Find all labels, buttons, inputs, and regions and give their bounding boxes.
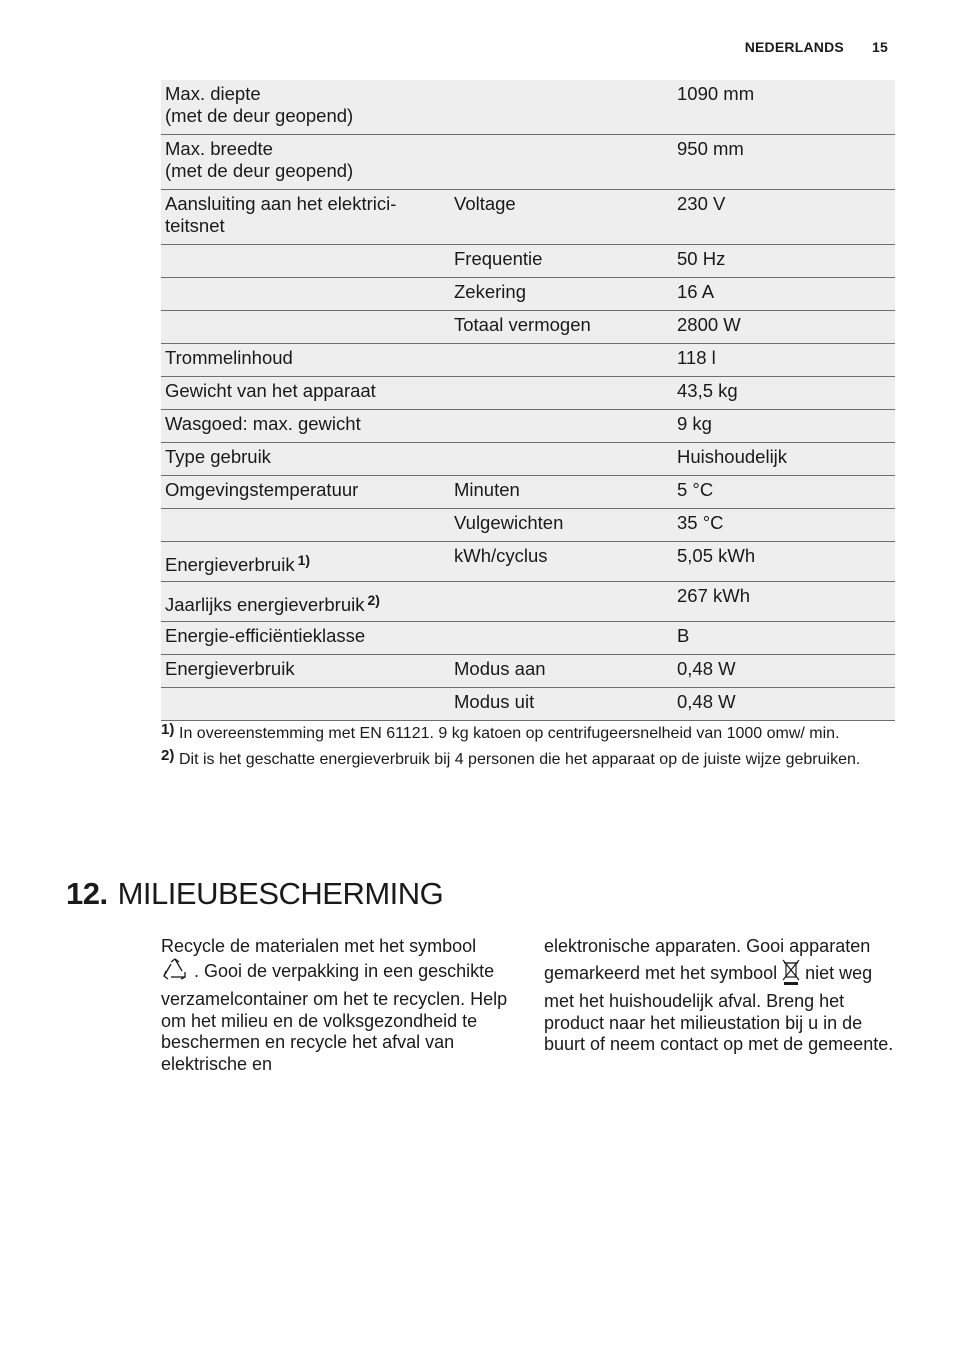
spec-value: 950 mm: [673, 135, 895, 190]
footnote-2: 2) Dit is het geschatte energieverbruik bij 4 personen die het apparaat op de juiste wijze gebruiken.: [161, 747, 861, 768]
spec-value: 35 °C: [673, 509, 895, 542]
spec-label: Trommelinhoud: [161, 344, 450, 377]
spec-label: Jaarlijks energieverbruik $^{2)}$: [161, 582, 450, 622]
section-heading: [66, 876, 443, 912]
spec-sublabel: Vulgewichten: [450, 509, 673, 542]
spec-sublabel: Modus aan: [450, 655, 673, 688]
spec-label: Omgevingstemperatuur: [161, 476, 450, 509]
table-row: [161, 80, 895, 135]
spec-value: 9 kg: [673, 410, 895, 443]
spec-value: 43,5 kg: [673, 377, 895, 410]
footnotes: [161, 721, 895, 776]
crossed-bin-icon: [782, 958, 800, 992]
spec-sublabel: Totaal vermogen: [450, 311, 673, 344]
table-row: [161, 190, 895, 245]
spec-value: 0,48 W: [673, 655, 895, 688]
table-row: [161, 245, 895, 278]
spec-sublabel: [450, 135, 673, 190]
table-row: [161, 443, 895, 476]
spec-label: Max. diepte (met de deur geopend): [161, 80, 450, 135]
spec-sublabel: [450, 582, 673, 622]
spec-label: Aansluiting aan het elektrici- teitsnet: [161, 190, 450, 245]
table-row: [161, 476, 895, 509]
spec-label: [161, 278, 450, 311]
spec-sublabel: [450, 377, 673, 410]
spec-value: Huishoudelijk: [673, 443, 895, 476]
body-column-right: elektronische apparaten. Gooi apparaten gemarkeerd met het symbool niet weg met het huishoudelijk afval. Breng het product naar het milieustation bij u in de buurt of neem contact op met de gemeente.: [544, 936, 894, 1054]
spec-label: Energie-efficiëntieklasse: [161, 622, 450, 655]
section-number: 12.: [66, 876, 108, 911]
spec-label: Wasgoed: max. gewicht: [161, 410, 450, 443]
header-language: NEDERLANDS: [744, 39, 844, 55]
recycle-icon: [161, 958, 189, 990]
table-row: [161, 655, 895, 688]
spec-value: 0,48 W: [673, 688, 895, 721]
spec-sublabel: Minuten: [450, 476, 673, 509]
spec-sublabel: [450, 410, 673, 443]
table-row: [161, 582, 895, 622]
spec-sublabel: Modus uit: [450, 688, 673, 721]
spec-value: 5 °C: [673, 476, 895, 509]
table-row: [161, 377, 895, 410]
spec-sublabel: kWh/cyclus: [450, 542, 673, 582]
spec-label: Energieverbruik $^{1)}$: [161, 542, 450, 582]
spec-value: 16 A: [673, 278, 895, 311]
spec-value: 118 l: [673, 344, 895, 377]
footnote-1: 1) In overeenstemming met EN 61121. 9 kg katoen op centrifugeersnelheid van 1000 omw/ min.: [161, 721, 840, 742]
table-row: [161, 509, 895, 542]
spec-label: Gewicht van het apparaat: [161, 377, 450, 410]
spec-label: Type gebruik: [161, 443, 450, 476]
spec-label: [161, 311, 450, 344]
body-column-left: Recycle de materialen met het symbool . Gooi de verpakking in een geschikte verzamelcontainer om het te recyclen. Help om het milieu en de volksgezondheid te beschermen en recycle het afval van elektrische en: [161, 936, 508, 1074]
spec-sublabel: [450, 80, 673, 135]
spec-sublabel: [450, 622, 673, 655]
spec-value: 1090 mm: [673, 80, 895, 135]
footnote-ref: 1): [297, 552, 311, 568]
spec-sublabel: Voltage: [450, 190, 673, 245]
spec-value: B: [673, 622, 895, 655]
spec-label: [161, 688, 450, 721]
spec-sublabel: Frequentie: [450, 245, 673, 278]
spec-label: [161, 509, 450, 542]
footnote-ref: 2): [367, 592, 380, 608]
spec-value: 267 kWh: [673, 582, 895, 622]
table-row: [161, 278, 895, 311]
spec-value: 230 V: [673, 190, 895, 245]
spec-value: 5,05 kWh: [673, 542, 895, 582]
table-row: [161, 622, 895, 655]
spec-label: Max. breedte (met de deur geopend): [161, 135, 450, 190]
spec-sublabel: Zekering: [450, 278, 673, 311]
spec-value: 50 Hz: [673, 245, 895, 278]
spec-sublabel: [450, 344, 673, 377]
spec-sublabel: [450, 443, 673, 476]
section-title: MILIEUBESCHERMING: [117, 876, 444, 911]
table-row: [161, 410, 895, 443]
table-row: [161, 135, 895, 190]
spec-value: 2800 W: [673, 311, 895, 344]
spec-label: [161, 245, 450, 278]
table-row: [161, 688, 895, 721]
page-header: [745, 39, 888, 55]
page-number: 15: [872, 39, 888, 55]
table-row: [161, 311, 895, 344]
table-row: [161, 542, 895, 582]
spec-label: Energieverbruik: [161, 655, 450, 688]
specifications-table: [161, 80, 895, 721]
table-row: [161, 344, 895, 377]
